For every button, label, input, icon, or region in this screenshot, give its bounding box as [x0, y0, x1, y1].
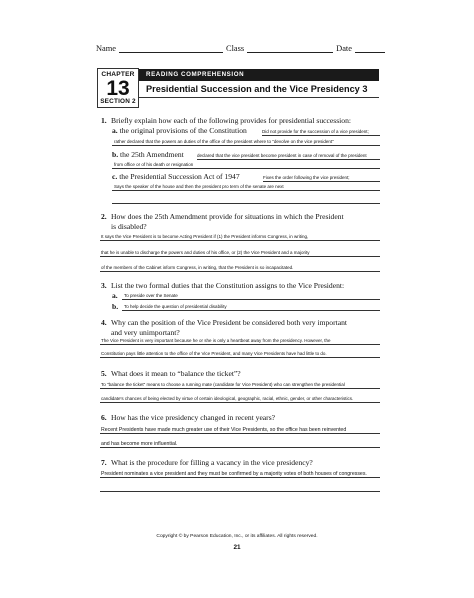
q3-a — [112, 291, 118, 300]
q6-answer-line-1: Recent Presidents have made much greater use of their Vice Presidents, so the office has been reinvented — [101, 427, 347, 433]
q1-a-answer-line-2: rather declared that the powers an duties of the office of the president where to "devolve on the vice president" — [114, 139, 334, 144]
question-prompt: Briefly explain how each of the following provides for presidential succession: — [111, 116, 351, 125]
answer-rule — [100, 256, 380, 257]
date-label: Date — [336, 44, 352, 53]
question-prompt: Why can the position of the Vice President be considered both very important — [111, 318, 348, 327]
answer-rule — [112, 203, 380, 204]
q4-answer-line-2: Constitution pays little attention to the office of the Vice President, and many Vice Presidents have had little to do. — [101, 351, 327, 356]
answer-rule — [100, 344, 380, 345]
q3-a-answer: To preside over the Senate — [124, 293, 178, 298]
date-field[interactable] — [355, 44, 385, 53]
q2-answer-line-1: It says the Vice President is to become Acting President if (1) the President informs Congress, in writing, — [101, 234, 309, 239]
question-1 — [101, 116, 351, 126]
q3-b-answer: To help decide the question of presidential disability — [124, 304, 227, 309]
chapter-badge — [97, 68, 139, 108]
question-prompt: How has the vice presidency changed in recent years? — [111, 413, 276, 422]
answer-rule — [262, 135, 380, 136]
q1-c-answer-line-1: Fixes the order following the vice president; — [263, 175, 350, 180]
chapter-word: CHAPTER — [101, 71, 135, 78]
question-prompt: What is the procedure for filling a vacancy in the vice presidency? — [111, 458, 313, 467]
q1-c-answer-line-2: Says the speaker of the house and then the president pro term of the senate are next — [114, 184, 284, 189]
question-3 — [101, 281, 344, 291]
q1-c-label — [112, 172, 240, 181]
answer-rule — [122, 310, 380, 311]
q1-b-label — [112, 150, 184, 159]
answer-rule — [112, 190, 380, 191]
q1-a-label — [112, 126, 247, 135]
copyright-notice: Copyright © by Pearson Education, Inc., or its affiliates. All rights reserved. — [156, 534, 318, 539]
name-label: Name — [96, 44, 116, 53]
question-number: 7. — [101, 458, 107, 467]
letter: b. — [112, 150, 119, 159]
section-label-bar: READING COMPREHENSION — [139, 69, 379, 81]
q1-b-answer-line-2: from office or of his death or resignation — [114, 162, 194, 167]
q3-b — [112, 302, 118, 311]
answer-rule — [100, 388, 380, 389]
question-7 — [101, 458, 313, 468]
q6-answer-line-2: and has become more influential. — [101, 441, 178, 447]
q1-a-answer-line-1: Did not provide for the succession of a vice president; — [262, 129, 369, 134]
page-title: Presidential Succession and the Vice Presidency 3 — [146, 84, 368, 94]
letter: a. — [112, 126, 118, 135]
sub-label: the original provisions of the Constitution — [119, 126, 247, 135]
answer-rule — [100, 271, 380, 272]
q5-answer-line-1: To "balance the ticket" means to choose a running mate (candidate for Vice President) who can strengthen the presidential — [101, 382, 345, 387]
answer-rule — [100, 240, 380, 241]
question-prompt: How does the 25th Amendment provide for situations in which the President — [111, 212, 344, 221]
question-prompt-cont: is disabled? — [111, 221, 147, 231]
letter: a. — [112, 291, 118, 300]
question-prompt: What does it mean to “balance the ticket”? — [111, 369, 241, 378]
section-number: SECTION 2 — [100, 98, 136, 105]
question-number: 3. — [101, 281, 107, 290]
answer-rule — [112, 145, 380, 146]
answer-rule — [100, 491, 380, 492]
question-number: 4. — [101, 318, 107, 327]
answer-rule — [100, 477, 380, 478]
q2-answer-line-2: that he is unable to discharge the powers and duties of his office, or (2) the Vice President and a majority — [101, 250, 310, 255]
class-label: Class — [226, 44, 245, 53]
class-field[interactable] — [247, 44, 333, 53]
question-5 — [101, 369, 241, 379]
answer-rule — [100, 402, 380, 403]
answer-rule — [122, 299, 380, 300]
question-4 — [101, 318, 347, 337]
q1-b-answer-line-1: declared that the vice president become president in case of removal of the president — [197, 153, 367, 158]
question-6 — [101, 413, 275, 423]
chapter-number: 13 — [106, 77, 130, 100]
q7-answer-line-1: President nominates a vice president and they must be confirmed by a majority votes of both houses of congresses. — [101, 471, 367, 477]
answer-rule — [112, 168, 380, 169]
question-prompt-cont: and very unimportant? — [111, 327, 180, 337]
answer-rule — [263, 181, 380, 182]
question-number: 1. — [101, 116, 107, 125]
sub-label: the 25th Amendment — [120, 150, 184, 159]
q5-answer-line-2: candidate's chances of being elected by virtue of certain ideological, geographic, racial, ethnic, gender, or other characteristics. — [101, 396, 354, 401]
question-2 — [101, 212, 344, 231]
q4-answer-line-1: The Vice President is very important because he or she is only a heartbeat away from the presidency. However, the — [101, 338, 331, 343]
question-number: 2. — [101, 212, 107, 221]
letter: b. — [112, 302, 119, 311]
question-number: 5. — [101, 369, 107, 378]
title-divider — [139, 97, 379, 98]
header-line — [96, 44, 388, 53]
answer-rule — [100, 357, 380, 358]
answer-rule — [100, 433, 380, 434]
question-number: 6. — [101, 413, 107, 422]
letter: c. — [112, 172, 118, 181]
answer-rule — [197, 159, 380, 160]
question-prompt: List the two formal duties that the Constitution assigns to the Vice President: — [111, 281, 345, 290]
page-number: 21 — [233, 544, 241, 551]
q2-answer-line-3: of the members of the Cabinet inform Congress, in writing, that the President is so incapacitated. — [101, 265, 294, 270]
name-field[interactable] — [119, 44, 223, 53]
sub-label: the Presidential Succession Act of 1947 — [119, 172, 240, 181]
answer-rule — [100, 447, 380, 448]
